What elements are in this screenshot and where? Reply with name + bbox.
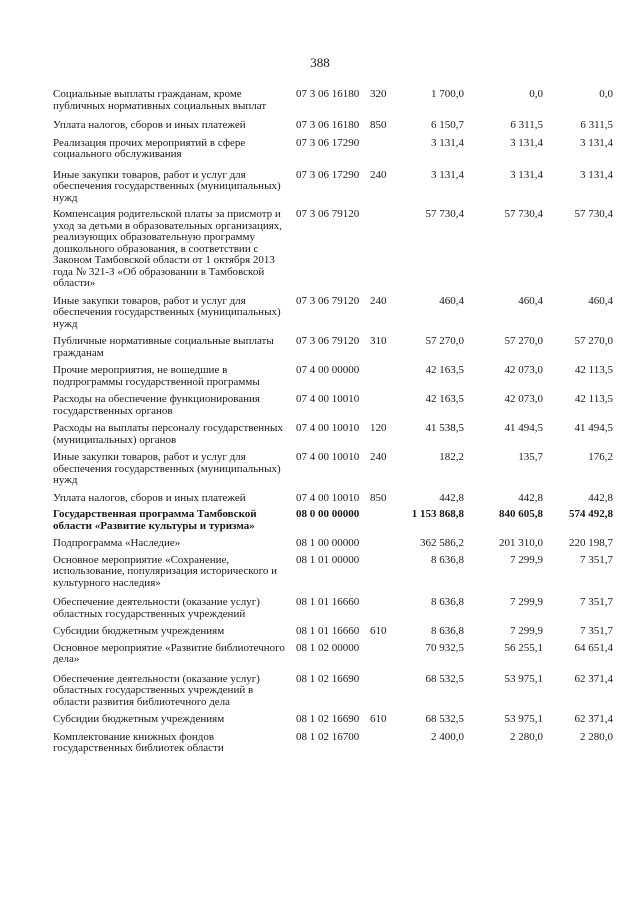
row-value-1: 1 153 868,8 (411, 508, 464, 520)
row-value-3: 62 371,4 (574, 672, 613, 685)
row-code: 08 1 01 16660 (296, 596, 360, 608)
row-value-2: 442,8 (518, 491, 543, 504)
row-value-2: 135,7 (518, 451, 543, 463)
table-row (53, 597, 613, 620)
row-name: Реализация прочих мероприятий в сфере социального обслуживания (53, 136, 246, 160)
row-code: 07 3 06 17290 (296, 136, 360, 149)
row-code: 08 1 02 16690 (296, 713, 360, 725)
row-value-2: 56 255,1 (504, 641, 543, 654)
row-value-2: 3 131,4 (510, 168, 543, 181)
row-value-1: 362 586,2 (420, 537, 464, 549)
row-value-1: 68 532,5 (425, 713, 464, 725)
row-value-2: 53 975,1 (504, 672, 543, 685)
row-code: 08 0 00 00000 (296, 508, 360, 520)
row-value-1: 42 163,5 (425, 393, 464, 405)
row-value-3: 2 280,0 (580, 730, 613, 743)
row-name: Подпрограмма «Наследие» (53, 537, 181, 549)
table-row (53, 674, 613, 709)
row-name: Уплата налогов, сборов и иных платежей (53, 491, 246, 504)
row-value-2: 2 280,0 (510, 730, 543, 743)
table-row (53, 538, 613, 550)
row-value-1: 68 532,5 (425, 672, 464, 685)
row-value-3: 42 113,5 (574, 393, 613, 405)
row-name: Государственная программа Тамбовской области «Развитие культуры и туризма» (53, 508, 257, 532)
row-value-1: 8 636,8 (431, 625, 464, 637)
row-value-3: 62 371,4 (574, 713, 613, 725)
row-value-3: 3 131,4 (580, 136, 613, 149)
table-row (53, 423, 613, 446)
row-name: Обеспечение деятельности (оказание услуг) областных государственных учреждений в области развития библиотечного дела (53, 672, 260, 708)
row-value-2: 57 730,4 (504, 208, 543, 220)
table-row (53, 394, 613, 417)
row-name: Социальные выплаты гражданам, кроме публичных нормативных социальных выплат (53, 88, 267, 112)
row-name: Расходы на выплаты персоналу государственных (муниципальных) органов (53, 422, 283, 446)
row-value-2: 840 605,8 (499, 508, 543, 520)
table-row (53, 714, 613, 726)
row-value-3: 176,2 (588, 451, 613, 463)
table-row (53, 170, 613, 205)
row-value-1: 70 932,5 (425, 641, 464, 654)
page-number: 388 (310, 55, 330, 70)
row-value-3: 3 131,4 (580, 168, 613, 181)
row-name: Комплектование книжных фондов государственных библиотек области (53, 730, 224, 754)
row-code: 08 1 02 00000 (296, 641, 360, 654)
row-name: Основное мероприятие «Сохранение, использование, популяризация исторического и культурного наследия» (53, 553, 277, 589)
row-value-2: 460,4 (518, 294, 543, 307)
row-name: Иные закупки товаров, работ и услуг для обеспечения государственных (муниципальных) нужд (53, 168, 281, 204)
row-type: 610 (370, 625, 387, 637)
row-name: Прочие мероприятия, не вошедшие в подпрограммы государственной программы (53, 364, 260, 388)
row-type: 120 (370, 422, 387, 434)
row-value-2: 3 131,4 (510, 136, 543, 149)
row-type: 320 (370, 88, 387, 100)
row-value-2: 7 299,9 (510, 596, 543, 608)
row-value-1: 182,2 (439, 451, 464, 463)
row-value-2: 7 299,9 (510, 625, 543, 637)
table-row (53, 296, 613, 331)
row-name: Компенсация родительской платы за присмотр и уход за детьми в образовательных организациях, реализующих образовательную программу дошкольного образования, в соответствии с Законом Тамбовской области от 1 октября 2013 года № 321-З «Об образовании в Тамбовской области» (53, 208, 283, 289)
row-value-2: 201 310,0 (499, 537, 543, 549)
row-name: Иные закупки товаров, работ и услуг для обеспечения государственных (муниципальных) нужд (53, 294, 281, 330)
table-row (53, 138, 613, 161)
row-code: 08 1 02 16690 (296, 672, 360, 685)
row-value-3: 442,8 (588, 491, 613, 504)
table-row (53, 452, 613, 487)
row-value-2: 0,0 (529, 88, 543, 100)
row-value-2: 57 270,0 (504, 335, 543, 347)
row-value-1: 3 131,4 (431, 136, 464, 149)
row-type: 240 (370, 168, 387, 181)
row-code: 07 4 00 10010 (296, 422, 360, 434)
row-value-3: 220 198,7 (569, 537, 613, 549)
row-value-1: 1 700,0 (431, 88, 464, 100)
table-row (53, 209, 613, 290)
row-code: 07 3 06 79120 (296, 208, 360, 220)
row-code: 07 3 06 79120 (296, 335, 360, 347)
row-code: 08 1 00 00000 (296, 537, 360, 549)
row-type: 310 (370, 335, 387, 347)
row-value-1: 442,8 (439, 491, 464, 504)
row-code: 07 4 00 10010 (296, 451, 360, 463)
row-type: 850 (370, 491, 387, 504)
table-row (53, 336, 613, 359)
row-value-2: 42 073,0 (504, 364, 543, 376)
row-code: 07 4 00 10010 (296, 393, 360, 405)
row-value-3: 6 311,5 (580, 119, 613, 131)
row-value-1: 42 163,5 (425, 364, 464, 376)
row-code: 08 1 01 16660 (296, 625, 360, 637)
table-row (53, 732, 613, 755)
row-name: Субсидии бюджетным учреждениям (53, 713, 225, 725)
row-value-2: 41 494,5 (504, 422, 543, 434)
row-value-3: 7 351,7 (580, 553, 613, 566)
table-row (53, 89, 613, 112)
row-value-1: 2 400,0 (431, 730, 464, 743)
table-row (53, 626, 613, 638)
row-value-1: 460,4 (439, 294, 464, 307)
row-code: 07 4 00 00000 (296, 364, 360, 376)
row-value-1: 6 150,7 (431, 119, 464, 131)
row-value-1: 3 131,4 (431, 168, 464, 181)
row-value-3: 64 651,4 (574, 641, 613, 654)
row-value-3: 7 351,7 (580, 596, 613, 608)
row-value-1: 8 636,8 (431, 596, 464, 608)
row-code: 07 3 06 16180 (296, 88, 360, 100)
row-value-3: 574 492,8 (569, 508, 613, 520)
row-value-3: 42 113,5 (574, 364, 613, 376)
table-row (53, 365, 613, 388)
row-value-2: 42 073,0 (504, 393, 543, 405)
row-name: Субсидии бюджетным учреждениям (53, 625, 225, 637)
row-code: 07 3 06 16180 (296, 119, 360, 131)
row-name: Обеспечение деятельности (оказание услуг) областных государственных учреждений (53, 596, 260, 620)
row-value-2: 53 975,1 (504, 713, 543, 725)
row-value-3: 57 730,4 (574, 208, 613, 220)
row-value-3: 7 351,7 (580, 625, 613, 637)
table-row (53, 120, 613, 132)
table-row (53, 493, 613, 505)
row-value-3: 57 270,0 (574, 335, 613, 347)
row-code: 07 3 06 79120 (296, 294, 360, 307)
row-value-2: 6 311,5 (510, 119, 543, 131)
row-name: Основное мероприятие «Развитие библиотечного дела» (53, 641, 285, 665)
row-code: 07 4 00 10010 (296, 491, 360, 504)
row-type: 850 (370, 119, 387, 131)
row-name: Расходы на обеспечение функционирования государственных органов (53, 393, 260, 417)
row-name: Уплата налогов, сборов и иных платежей (53, 119, 246, 131)
table-row (53, 555, 613, 590)
row-type: 240 (370, 294, 387, 307)
row-value-1: 8 636,8 (431, 553, 464, 566)
row-value-1: 41 538,5 (425, 422, 464, 434)
table-row (53, 509, 613, 532)
row-name: Публичные нормативные социальные выплаты гражданам (53, 335, 274, 359)
row-value-1: 57 730,4 (425, 208, 464, 220)
row-code: 07 3 06 17290 (296, 168, 360, 181)
row-value-1: 57 270,0 (425, 335, 464, 347)
row-code: 08 1 01 00000 (296, 553, 360, 566)
row-type: 240 (370, 451, 387, 463)
row-code: 08 1 02 16700 (296, 730, 360, 743)
row-value-3: 0,0 (599, 88, 613, 100)
row-name: Иные закупки товаров, работ и услуг для обеспечения государственных (муниципальных) нужд (53, 451, 281, 486)
row-value-3: 41 494,5 (574, 422, 613, 434)
table-row (53, 643, 613, 666)
row-value-3: 460,4 (588, 294, 613, 307)
row-type: 610 (370, 713, 387, 725)
budget-table (53, 89, 613, 755)
row-value-2: 7 299,9 (510, 553, 543, 566)
